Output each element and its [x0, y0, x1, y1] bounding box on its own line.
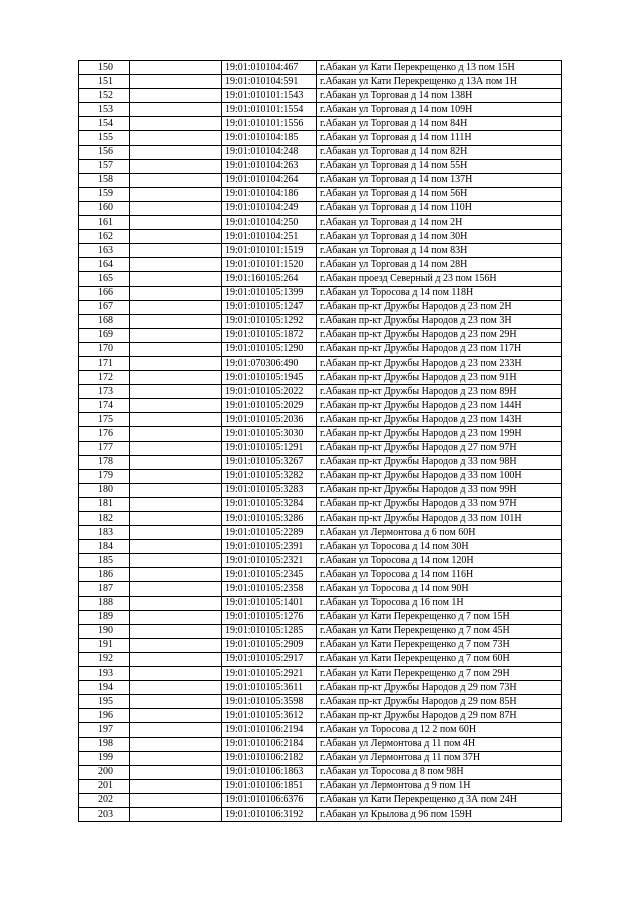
property-address: г.Абакан пр-кт Дружбы Народов д 23 пом 91Н — [317, 371, 562, 385]
empty-cell — [130, 61, 222, 75]
property-address: г.Абакан ул Крылова д 96 пом 159Н — [317, 807, 562, 821]
cadastral-number: 19:01:010105:1285 — [222, 624, 317, 638]
cadastral-number: 19:01:010106:1851 — [222, 779, 317, 793]
property-address: г.Абакан ул Лермонтова д 11 пом 37Н — [317, 751, 562, 765]
cadastral-number: 19:01:010104:264 — [222, 173, 317, 187]
table-row — [79, 582, 562, 596]
empty-cell — [130, 89, 222, 103]
table-row — [79, 807, 562, 821]
empty-cell — [130, 441, 222, 455]
row-number: 193 — [79, 667, 130, 681]
property-address: г.Абакан пр-кт Дружбы Народов д 33 пом 100Н — [317, 469, 562, 483]
cadastral-number: 19:01:010105:2036 — [222, 413, 317, 427]
property-address: г.Абакан ул Кати Перекрещенко д 13А пом 1Н — [317, 75, 562, 89]
cadastral-number: 19:01:010105:1276 — [222, 610, 317, 624]
row-number: 159 — [79, 187, 130, 201]
table-row — [79, 737, 562, 751]
property-address: г.Абакан ул Торговая д 14 пом 111Н — [317, 131, 562, 145]
table-row — [79, 342, 562, 356]
table-row — [79, 371, 562, 385]
property-address: г.Абакан ул Торговая д 14 пом 83Н — [317, 244, 562, 258]
table-row — [79, 681, 562, 695]
empty-cell — [130, 385, 222, 399]
property-address: г.Абакан ул Кати Перекрещенко д 7 пом 29Н — [317, 667, 562, 681]
cadastral-number: 19:01:010101:1519 — [222, 244, 317, 258]
empty-cell — [130, 103, 222, 117]
cadastral-number: 19:01:010105:3267 — [222, 455, 317, 469]
cadastral-number: 19:01:010104:248 — [222, 145, 317, 159]
row-number: 181 — [79, 497, 130, 511]
row-number: 190 — [79, 624, 130, 638]
property-address: г.Абакан пр-кт Дружбы Народов д 23 пом 29Н — [317, 328, 562, 342]
row-number: 172 — [79, 371, 130, 385]
empty-cell — [130, 286, 222, 300]
table-row — [79, 187, 562, 201]
empty-cell — [130, 159, 222, 173]
cadastral-number: 19:01:010104:263 — [222, 159, 317, 173]
empty-cell — [130, 667, 222, 681]
row-number: 178 — [79, 455, 130, 469]
table-row — [79, 441, 562, 455]
empty-cell — [130, 709, 222, 723]
empty-cell — [130, 173, 222, 187]
empty-cell — [130, 469, 222, 483]
empty-cell — [130, 526, 222, 540]
property-address: г.Абакан ул Торосова д 14 пом 30Н — [317, 540, 562, 554]
empty-cell — [130, 779, 222, 793]
cadastral-number: 19:01:010105:2909 — [222, 638, 317, 652]
table-row — [79, 497, 562, 511]
empty-cell — [130, 554, 222, 568]
table-row — [79, 723, 562, 737]
row-number: 153 — [79, 103, 130, 117]
cadastral-number: 19:01:010105:2345 — [222, 568, 317, 582]
row-number: 156 — [79, 145, 130, 159]
row-number: 167 — [79, 300, 130, 314]
table-row — [79, 314, 562, 328]
empty-cell — [130, 793, 222, 807]
empty-cell — [130, 371, 222, 385]
property-address: г.Абакан ул Торговая д 14 пом 110Н — [317, 201, 562, 215]
cadastral-number: 19:01:010104:251 — [222, 230, 317, 244]
table-row — [79, 695, 562, 709]
empty-cell — [130, 201, 222, 215]
table-row — [79, 272, 562, 286]
cadastral-number: 19:01:010104:250 — [222, 216, 317, 230]
property-address: г.Абакан пр-кт Дружбы Народов д 23 пом 117Н — [317, 342, 562, 356]
empty-cell — [130, 483, 222, 497]
table-row — [79, 286, 562, 300]
empty-cell — [130, 765, 222, 779]
property-address: г.Абакан ул Кати Перекрещенко д 13 пом 15Н — [317, 61, 562, 75]
cadastral-number: 19:01:010105:1399 — [222, 286, 317, 300]
table-row — [79, 512, 562, 526]
row-number: 173 — [79, 385, 130, 399]
empty-cell — [130, 681, 222, 695]
table-row — [79, 173, 562, 187]
property-address: г.Абакан ул Торговая д 14 пом 137Н — [317, 173, 562, 187]
table-row — [79, 103, 562, 117]
cadastral-number: 19:01:010105:3283 — [222, 483, 317, 497]
cadastral-number: 19:01:010105:2029 — [222, 399, 317, 413]
row-number: 184 — [79, 540, 130, 554]
property-address: г.Абакан ул Торосова д 16 пом 1Н — [317, 596, 562, 610]
row-number: 182 — [79, 512, 130, 526]
cadastral-number: 19:01:010104:591 — [222, 75, 317, 89]
row-number: 185 — [79, 554, 130, 568]
row-number: 194 — [79, 681, 130, 695]
table-row — [79, 709, 562, 723]
row-number: 164 — [79, 258, 130, 272]
cadastral-number: 19:01:010106:2182 — [222, 751, 317, 765]
row-number: 175 — [79, 413, 130, 427]
table-row — [79, 793, 562, 807]
property-address: г.Абакан ул Лермонтова д 11 пом 4Н — [317, 737, 562, 751]
table-row — [79, 667, 562, 681]
table-row — [79, 145, 562, 159]
property-address: г.Абакан ул Торговая д 14 пом 28Н — [317, 258, 562, 272]
cadastral-number: 19:01:010105:2358 — [222, 582, 317, 596]
empty-cell — [130, 610, 222, 624]
empty-cell — [130, 596, 222, 610]
row-number: 200 — [79, 765, 130, 779]
table-row — [79, 131, 562, 145]
empty-cell — [130, 427, 222, 441]
cadastral-number: 19:01:010105:3612 — [222, 709, 317, 723]
table-row — [79, 624, 562, 638]
empty-cell — [130, 512, 222, 526]
empty-cell — [130, 751, 222, 765]
table-row — [79, 638, 562, 652]
empty-cell — [130, 314, 222, 328]
empty-cell — [130, 737, 222, 751]
row-number: 183 — [79, 526, 130, 540]
empty-cell — [130, 807, 222, 821]
empty-cell — [130, 244, 222, 258]
row-number: 166 — [79, 286, 130, 300]
cadastral-number: 19:01:010105:3284 — [222, 497, 317, 511]
row-number: 186 — [79, 568, 130, 582]
empty-cell — [130, 75, 222, 89]
property-address: г.Абакан ул Торосова д 14 пом 120Н — [317, 554, 562, 568]
table-row — [79, 596, 562, 610]
table-row — [79, 779, 562, 793]
empty-cell — [130, 258, 222, 272]
property-address: г.Абакан ул Торговая д 14 пом 84Н — [317, 117, 562, 131]
property-address: г.Абакан пр-кт Дружбы Народов д 23 пом 199Н — [317, 427, 562, 441]
empty-cell — [130, 216, 222, 230]
table-row — [79, 455, 562, 469]
property-address: г.Абакан ул Кати Перекрещенко д 7 пом 45Н — [317, 624, 562, 638]
table-row — [79, 610, 562, 624]
cadastral-number: 19:01:010105:2321 — [222, 554, 317, 568]
empty-cell — [130, 723, 222, 737]
table-row — [79, 526, 562, 540]
row-number: 199 — [79, 751, 130, 765]
table-row — [79, 483, 562, 497]
cadastral-number: 19:01:010105:1945 — [222, 371, 317, 385]
cadastral-number: 19:01:010105:1290 — [222, 342, 317, 356]
cadastral-number: 19:01:160105:264 — [222, 272, 317, 286]
property-address: г.Абакан ул Торосова д 14 пом 90Н — [317, 582, 562, 596]
table-row — [79, 427, 562, 441]
property-address: г.Абакан ул Лермонтова д 6 пом 60Н — [317, 526, 562, 540]
cadastral-number: 19:01:010105:3611 — [222, 681, 317, 695]
row-number: 188 — [79, 596, 130, 610]
property-address: г.Абакан ул Кати Перекрещенко д 7 пом 73Н — [317, 638, 562, 652]
property-address: г.Абакан пр-кт Дружбы Народов д 33 пом 98Н — [317, 455, 562, 469]
row-number: 176 — [79, 427, 130, 441]
cadastral-number: 19:01:010105:3286 — [222, 512, 317, 526]
cadastral-number: 19:01:010101:1520 — [222, 258, 317, 272]
empty-cell — [130, 568, 222, 582]
table-row — [79, 201, 562, 215]
registry-body — [79, 61, 562, 822]
row-number: 157 — [79, 159, 130, 173]
row-number: 180 — [79, 483, 130, 497]
property-address: г.Абакан ул Торговая д 14 пом 138Н — [317, 89, 562, 103]
cadastral-number: 19:01:010105:1291 — [222, 441, 317, 455]
cadastral-number: 19:01:010105:1401 — [222, 596, 317, 610]
cadastral-number: 19:01:010106:6376 — [222, 793, 317, 807]
row-number: 165 — [79, 272, 130, 286]
row-number: 197 — [79, 723, 130, 737]
row-number: 158 — [79, 173, 130, 187]
property-address: г.Абакан пр-кт Дружбы Народов д 23 пом 143Н — [317, 413, 562, 427]
cadastral-number: 19:01:070306:490 — [222, 356, 317, 370]
table-row — [79, 751, 562, 765]
table-row — [79, 554, 562, 568]
empty-cell — [130, 638, 222, 652]
table-row — [79, 652, 562, 666]
row-number: 191 — [79, 638, 130, 652]
cadastral-number: 19:01:010105:1872 — [222, 328, 317, 342]
table-row — [79, 469, 562, 483]
cadastral-number: 19:01:010105:2921 — [222, 667, 317, 681]
property-address: г.Абакан ул Кати Перекрещенко д 7 пом 60Н — [317, 652, 562, 666]
property-address: г.Абакан пр-кт Дружбы Народов д 23 пом 3Н — [317, 314, 562, 328]
property-address: г.Абакан ул Торговая д 14 пом 56Н — [317, 187, 562, 201]
table-row — [79, 258, 562, 272]
property-address: г.Абакан пр-кт Дружбы Народов д 33 пом 99Н — [317, 483, 562, 497]
table-row — [79, 300, 562, 314]
cadastral-number: 19:01:010105:1247 — [222, 300, 317, 314]
property-address: г.Абакан ул Торговая д 14 пом 2Н — [317, 216, 562, 230]
cadastral-number: 19:01:010105:3030 — [222, 427, 317, 441]
property-address: г.Абакан ул Кати Перекрещенко д 7 пом 15Н — [317, 610, 562, 624]
table-row — [79, 61, 562, 75]
empty-cell — [130, 455, 222, 469]
row-number: 189 — [79, 610, 130, 624]
property-address: г.Абакан ул Торговая д 14 пом 30Н — [317, 230, 562, 244]
property-address: г.Абакан ул Кати Перекрещенко д 3А пом 24Н — [317, 793, 562, 807]
row-number: 196 — [79, 709, 130, 723]
row-number: 151 — [79, 75, 130, 89]
empty-cell — [130, 131, 222, 145]
row-number: 169 — [79, 328, 130, 342]
row-number: 170 — [79, 342, 130, 356]
property-address: г.Абакан пр-кт Дружбы Народов д 27 пом 97Н — [317, 441, 562, 455]
property-address: г.Абакан ул Торговая д 14 пом 82Н — [317, 145, 562, 159]
empty-cell — [130, 230, 222, 244]
property-address: г.Абакан пр-кт Дружбы Народов д 23 пом 144Н — [317, 399, 562, 413]
cadastral-number: 19:01:010104:186 — [222, 187, 317, 201]
cadastral-number: 19:01:010106:2184 — [222, 737, 317, 751]
empty-cell — [130, 328, 222, 342]
empty-cell — [130, 187, 222, 201]
row-number: 150 — [79, 61, 130, 75]
empty-cell — [130, 624, 222, 638]
property-address: г.Абакан пр-кт Дружбы Народов д 23 пом 233Н — [317, 356, 562, 370]
cadastral-number: 19:01:010104:467 — [222, 61, 317, 75]
cadastral-number: 19:01:010105:3598 — [222, 695, 317, 709]
row-number: 155 — [79, 131, 130, 145]
property-address: г.Абакан ул Торосова д 14 пом 118Н — [317, 286, 562, 300]
cadastral-number: 19:01:010105:2917 — [222, 652, 317, 666]
empty-cell — [130, 413, 222, 427]
table-row — [79, 75, 562, 89]
table-row — [79, 216, 562, 230]
empty-cell — [130, 695, 222, 709]
row-number: 177 — [79, 441, 130, 455]
table-row — [79, 328, 562, 342]
table-row — [79, 385, 562, 399]
property-address: г.Абакан пр-кт Дружбы Народов д 33 пом 97Н — [317, 497, 562, 511]
property-address: г.Абакан ул Торосова д 8 пом 98Н — [317, 765, 562, 779]
property-address: г.Абакан ул Торосова д 12 2 пом 60Н — [317, 723, 562, 737]
property-registry-table — [78, 60, 562, 822]
row-number: 201 — [79, 779, 130, 793]
empty-cell — [130, 652, 222, 666]
empty-cell — [130, 540, 222, 554]
empty-cell — [130, 272, 222, 286]
empty-cell — [130, 582, 222, 596]
cadastral-number: 19:01:010106:1863 — [222, 765, 317, 779]
cadastral-number: 19:01:010105:1292 — [222, 314, 317, 328]
empty-cell — [130, 356, 222, 370]
table-row — [79, 765, 562, 779]
property-address: г.Абакан пр-кт Дружбы Народов д 29 пом 85Н — [317, 695, 562, 709]
row-number: 179 — [79, 469, 130, 483]
row-number: 187 — [79, 582, 130, 596]
property-address: г.Абакан пр-кт Дружбы Народов д 33 пом 101Н — [317, 512, 562, 526]
property-address: г.Абакан ул Торосова д 14 пом 116Н — [317, 568, 562, 582]
table-row — [79, 244, 562, 258]
row-number: 203 — [79, 807, 130, 821]
property-address: г.Абакан пр-кт Дружбы Народов д 23 пом 89Н — [317, 385, 562, 399]
table-row — [79, 159, 562, 173]
cadastral-number: 19:01:010104:185 — [222, 131, 317, 145]
table-row — [79, 540, 562, 554]
row-number: 154 — [79, 117, 130, 131]
row-number: 160 — [79, 201, 130, 215]
row-number: 192 — [79, 652, 130, 666]
property-address: г.Абакан пр-кт Дружбы Народов д 23 пом 2Н — [317, 300, 562, 314]
table-row — [79, 568, 562, 582]
table-row — [79, 356, 562, 370]
row-number: 163 — [79, 244, 130, 258]
table-row — [79, 117, 562, 131]
property-address: г.Абакан ул Торговая д 14 пом 55Н — [317, 159, 562, 173]
row-number: 168 — [79, 314, 130, 328]
cadastral-number: 19:01:010105:3282 — [222, 469, 317, 483]
cadastral-number: 19:01:010106:2194 — [222, 723, 317, 737]
row-number: 202 — [79, 793, 130, 807]
empty-cell — [130, 145, 222, 159]
empty-cell — [130, 342, 222, 356]
cadastral-number: 19:01:010105:2022 — [222, 385, 317, 399]
row-number: 198 — [79, 737, 130, 751]
row-number: 162 — [79, 230, 130, 244]
empty-cell — [130, 497, 222, 511]
property-address: г.Абакан ул Торговая д 14 пом 109Н — [317, 103, 562, 117]
cadastral-number: 19:01:010101:1554 — [222, 103, 317, 117]
row-number: 171 — [79, 356, 130, 370]
empty-cell — [130, 399, 222, 413]
cadastral-number: 19:01:010105:2391 — [222, 540, 317, 554]
table-row — [79, 89, 562, 103]
cadastral-number: 19:01:010106:3192 — [222, 807, 317, 821]
row-number: 195 — [79, 695, 130, 709]
document-page — [78, 60, 562, 822]
table-row — [79, 413, 562, 427]
cadastral-number: 19:01:010104:249 — [222, 201, 317, 215]
row-number: 152 — [79, 89, 130, 103]
property-address: г.Абакан пр-кт Дружбы Народов д 29 пом 73Н — [317, 681, 562, 695]
table-row — [79, 399, 562, 413]
empty-cell — [130, 300, 222, 314]
cadastral-number: 19:01:010105:2289 — [222, 526, 317, 540]
row-number: 161 — [79, 216, 130, 230]
row-number: 174 — [79, 399, 130, 413]
empty-cell — [130, 117, 222, 131]
table-row — [79, 230, 562, 244]
property-address: г.Абакан ул Лермонтова д 9 пом 1Н — [317, 779, 562, 793]
cadastral-number: 19:01:010101:1543 — [222, 89, 317, 103]
cadastral-number: 19:01:010101:1556 — [222, 117, 317, 131]
property-address: г.Абакан проезд Северный д 23 пом 156Н — [317, 272, 562, 286]
property-address: г.Абакан пр-кт Дружбы Народов д 29 пом 87Н — [317, 709, 562, 723]
